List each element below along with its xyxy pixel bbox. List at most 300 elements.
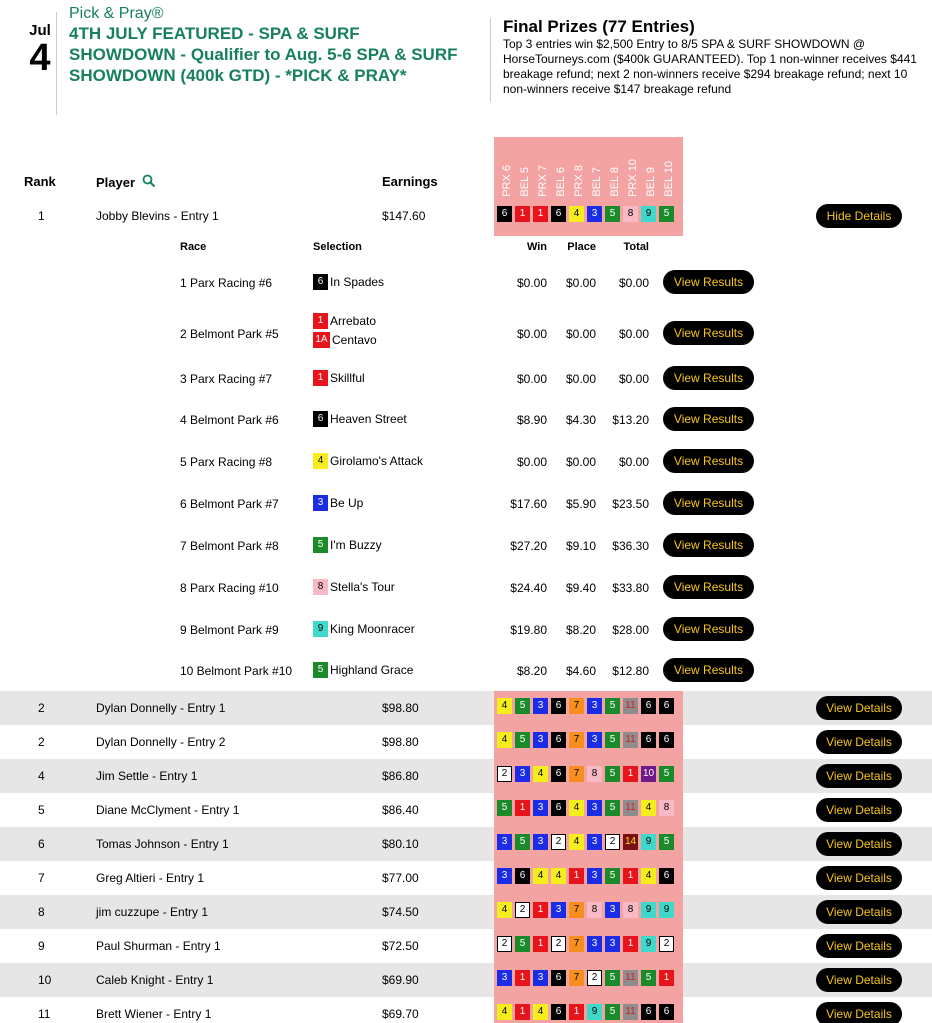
saddlecloth-chip: 5 [605, 732, 620, 748]
race-column-label [642, 137, 660, 201]
saddlecloth-chip: 4 [641, 800, 656, 816]
total-amount: $0.00 [618, 327, 649, 341]
saddlecloth-chip: 8 [587, 766, 602, 782]
saddlecloth-chip: 5 [659, 766, 674, 782]
win-amount: $0.00 [516, 276, 547, 290]
saddlecloth-chip: 6 [551, 1004, 566, 1020]
saddlecloth-chip: 1 [515, 970, 530, 986]
view-results-button[interactable]: View Results [663, 533, 754, 557]
view-details-button[interactable]: View Details [816, 696, 902, 720]
saddlecloth-chip: 1 [623, 868, 638, 884]
selection-cell [313, 274, 384, 293]
race-column-label [498, 137, 516, 201]
rank-column-header: Rank [24, 174, 56, 189]
saddlecloth-chip: 1 [623, 936, 638, 952]
saddlecloth-chip: 9 [587, 1004, 602, 1020]
race-name: 2 Belmont Park #5 [180, 327, 279, 341]
saddlecloth-chip: 3 [533, 834, 548, 850]
saddlecloth-chip: 9 [313, 621, 328, 637]
earnings-cell: $74.50 [382, 905, 419, 919]
view-results-button[interactable]: View Results [663, 366, 754, 390]
player-cell: Diane McClyment - Entry 1 [96, 803, 240, 817]
prizes-title: Final Prizes (77 Entries) [503, 17, 695, 36]
rank-cell: 11 [38, 1007, 51, 1021]
horse-name: I'm Buzzy [330, 538, 382, 552]
saddlecloth-chip: 1 [569, 1004, 584, 1020]
saddlecloth-chip: 5 [659, 834, 674, 850]
saddlecloth-chip: 6 [515, 868, 530, 884]
selection-cell [313, 370, 365, 389]
horse-name: Highland Grace [330, 663, 414, 677]
player-cell: Dylan Donnelly - Entry 2 [96, 735, 226, 749]
race-name: 10 Belmont Park #10 [180, 664, 293, 678]
saddlecloth-chip: 2 [659, 936, 674, 952]
leaderboard-row [0, 793, 932, 827]
race-label-text: PRX 6 [501, 165, 513, 197]
earnings-cell: $77.00 [382, 871, 419, 885]
player-column-label: Player [96, 175, 136, 190]
total-amount: $33.80 [612, 581, 649, 595]
race-column-label [660, 137, 678, 201]
place-column-header: Place [567, 241, 596, 253]
leaderboard-row [0, 759, 932, 793]
win-amount: $17.60 [510, 497, 547, 511]
earnings-cell: $86.80 [382, 769, 419, 783]
race-label-text: BEL 8 [609, 167, 621, 197]
saddlecloth-chip: 1 [515, 800, 530, 816]
saddlecloth-chip: 11 [623, 1004, 638, 1020]
saddlecloth-chip: 9 [641, 936, 656, 952]
race-name: 1 Parx Racing #6 [180, 276, 273, 290]
selection-cell [313, 537, 382, 556]
horse-name: King Moonracer [330, 622, 415, 636]
rank-cell: 2 [38, 735, 45, 749]
saddlecloth-chip: 2 [551, 936, 566, 952]
race-label-text: PRX 8 [573, 165, 585, 197]
earnings-cell: $69.70 [382, 1007, 419, 1021]
saddlecloth-chip: 5 [605, 1004, 620, 1020]
rank-cell: 10 [38, 973, 52, 987]
earnings-column-header: Earnings [382, 174, 438, 189]
place-amount: $0.00 [565, 455, 596, 469]
selection-cell [313, 662, 413, 681]
saddlecloth-chip: 4 [641, 868, 656, 884]
picks-strip [494, 725, 683, 759]
race-label-text: PRX 10 [627, 159, 639, 197]
place-amount: $4.60 [565, 664, 596, 678]
saddlecloth-chip: 7 [569, 766, 584, 782]
selection-entry [313, 313, 377, 332]
saddlecloth-chip: 4 [533, 766, 548, 782]
saddlecloth-chip: 4 [533, 868, 548, 884]
race-label-text: PRX 7 [537, 165, 549, 197]
race-column-label [606, 137, 624, 201]
leaderboard-row [0, 895, 932, 929]
saddlecloth-chip: 9 [641, 902, 656, 918]
saddlecloth-chip: 5 [515, 698, 530, 714]
race-column-label [516, 137, 534, 201]
leaderboard-row [0, 997, 932, 1023]
horse-name: Stella's Tour [330, 580, 395, 594]
saddlecloth-chip: 7 [569, 902, 584, 918]
divider [56, 12, 57, 115]
win-column-header: Win [526, 241, 547, 253]
picks-strip [494, 861, 683, 895]
view-details-button[interactable]: View Details [816, 866, 902, 890]
selection-cell [313, 579, 395, 598]
saddlecloth-chip: 1 [515, 1004, 530, 1020]
race-name: 6 Belmont Park #7 [180, 497, 279, 511]
rank-cell: 5 [38, 803, 45, 817]
saddlecloth-chip: 1 [533, 206, 548, 222]
saddlecloth-chip: 4 [533, 1004, 548, 1020]
saddlecloth-chip: 3 [497, 970, 512, 986]
saddlecloth-chip: 3 [587, 936, 602, 952]
saddlecloth-chip: 4 [497, 902, 512, 918]
saddlecloth-chip: 6 [551, 766, 566, 782]
race-name: 4 Belmont Park #6 [180, 413, 279, 427]
place-amount: $0.00 [565, 327, 596, 341]
picks-strip [494, 759, 683, 793]
leaderboard-row [0, 929, 932, 963]
race-column-headers [494, 137, 683, 201]
player-cell: Jobby Blevins - Entry 1 [96, 209, 219, 223]
leaderboard-row [0, 725, 932, 759]
contest-header [69, 4, 469, 86]
leaderboard-row [0, 861, 932, 895]
earnings-cell: $147.60 [382, 209, 426, 223]
rank-cell: 9 [38, 939, 45, 953]
saddlecloth-chip: 1 [533, 936, 548, 952]
saddlecloth-chip: 8 [623, 206, 638, 222]
race-column-label [570, 137, 588, 201]
selection-cell [313, 411, 407, 430]
saddlecloth-chip: 1 [623, 766, 638, 782]
race-label-text: BEL 9 [645, 167, 657, 197]
view-details-button[interactable]: View Details [816, 934, 902, 958]
saddlecloth-chip: 1 [515, 206, 530, 222]
horse-name: Arrebato [330, 314, 377, 328]
saddlecloth-chip: 5 [497, 800, 512, 816]
selection-entry [313, 370, 365, 389]
race-column-label [624, 137, 642, 201]
saddlecloth-chip: 4 [497, 1004, 512, 1020]
saddlecloth-chip: 3 [533, 970, 548, 986]
race-name: 5 Parx Racing #8 [180, 455, 273, 469]
saddlecloth-chip: 6 [551, 206, 566, 222]
saddlecloth-chip: 6 [641, 1004, 656, 1020]
picks-strip [494, 793, 683, 827]
total-amount: $12.80 [612, 664, 649, 678]
win-amount: $19.80 [510, 623, 547, 637]
picks-strip [494, 929, 683, 963]
saddlecloth-chip: 3 [533, 732, 548, 748]
saddlecloth-chip: 3 [587, 834, 602, 850]
saddlecloth-chip: 4 [569, 834, 584, 850]
saddlecloth-chip: 6 [551, 800, 566, 816]
saddlecloth-chip: 2 [587, 970, 602, 986]
selection-entry [313, 332, 377, 351]
saddlecloth-chip: 11 [623, 698, 638, 714]
earnings-cell: $69.90 [382, 973, 419, 987]
player-cell: Tomas Johnson - Entry 1 [96, 837, 229, 851]
player-cell: Jim Settle - Entry 1 [96, 769, 198, 783]
saddlecloth-chip: 5 [605, 970, 620, 986]
player-cell: Greg Altieri - Entry 1 [96, 871, 205, 885]
total-column-header: Total [623, 241, 649, 253]
selection-cell [313, 621, 415, 640]
picks-strip [494, 963, 683, 997]
win-amount: $0.00 [516, 455, 547, 469]
win-amount: $24.40 [510, 581, 547, 595]
horse-name: Be Up [330, 496, 364, 510]
saddlecloth-chip: 2 [497, 936, 512, 952]
total-amount: $28.00 [612, 623, 649, 637]
win-amount: $0.00 [516, 372, 547, 386]
horse-name: Girolamo's Attack [330, 454, 423, 468]
saddlecloth-chip: 6 [659, 1004, 674, 1020]
race-column-label [588, 137, 606, 201]
view-results-button[interactable]: View Results [663, 491, 754, 515]
saddlecloth-chip: 3 [313, 495, 328, 511]
contest-title: 4TH JULY FEATURED - SPA & SURF SHOWDOWN - Qualifier to Aug. 5-6 SPA & SURF SHOWDOWN (400k GTD) - *PICK & PRAY* [69, 24, 458, 85]
win-amount: $0.00 [516, 327, 547, 341]
saddlecloth-chip: 8 [587, 902, 602, 918]
place-amount: $9.10 [565, 539, 596, 553]
rank-cell: 1 [38, 209, 45, 223]
rank-cell: 8 [38, 905, 45, 919]
saddlecloth-chip: 1 [569, 868, 584, 884]
horse-name: Skillful [330, 371, 365, 385]
selection-entry [313, 579, 395, 598]
player-column-header [96, 174, 156, 190]
saddlecloth-chip: 11 [623, 732, 638, 748]
selection-entry [313, 621, 415, 640]
leaderboard-row [0, 199, 932, 233]
saddlecloth-chip: 3 [605, 902, 620, 918]
race-label-text: BEL 6 [555, 167, 567, 197]
view-details-button[interactable]: View Details [816, 764, 902, 788]
saddlecloth-chip: 6 [659, 868, 674, 884]
place-amount: $9.40 [565, 581, 596, 595]
saddlecloth-chip: 4 [497, 732, 512, 748]
saddlecloth-chip: 5 [313, 662, 328, 678]
player-cell: Caleb Knight - Entry 1 [96, 973, 214, 987]
view-results-button[interactable]: View Results [663, 658, 754, 682]
saddlecloth-chip: 11 [623, 800, 638, 816]
saddlecloth-chip: 4 [569, 206, 584, 222]
saddlecloth-chip: 8 [659, 800, 674, 816]
saddlecloth-chip: 6 [659, 732, 674, 748]
race-column-header: Race [180, 241, 207, 253]
search-icon[interactable] [142, 174, 156, 188]
saddlecloth-chip: 3 [605, 936, 620, 952]
saddlecloth-chip: 5 [605, 206, 620, 222]
saddlecloth-chip: 3 [587, 732, 602, 748]
leaderboard-row [0, 963, 932, 997]
saddlecloth-chip: 1 [313, 370, 328, 386]
saddlecloth-chip: 4 [313, 453, 328, 469]
earnings-cell: $72.50 [382, 939, 419, 953]
saddlecloth-chip: 5 [515, 936, 530, 952]
selection-entry [313, 662, 413, 681]
race-label-text: BEL 5 [519, 167, 531, 197]
saddlecloth-chip: 9 [641, 834, 656, 850]
saddlecloth-chip: 6 [641, 732, 656, 748]
prizes-text: Top 3 entries win $2,500 Entry to 8/5 SPA & SURF SHOWDOWN @ HorseTourneys.com ($400k GUARANTEED). Top 1 non-winner receives $441 breakage refund; next 2 non-winners receive $294 breakage refund; next 10 non-winners receive $147 breakage refund [503, 37, 917, 96]
win-amount: $8.90 [516, 413, 547, 427]
saddlecloth-chip: 6 [313, 411, 328, 427]
event-date [20, 22, 60, 77]
race-label-text: BEL 7 [591, 167, 603, 197]
selection-entry [313, 495, 363, 514]
place-amount: $0.00 [565, 276, 596, 290]
saddlecloth-chip: 1A [313, 332, 330, 348]
saddlecloth-chip: 6 [551, 970, 566, 986]
rank-cell: 4 [38, 769, 45, 783]
saddlecloth-chip: 6 [551, 698, 566, 714]
earnings-cell: $80.10 [382, 837, 419, 851]
saddlecloth-chip: 6 [497, 206, 512, 222]
saddlecloth-chip: 8 [313, 579, 328, 595]
view-results-button[interactable]: View Results [663, 270, 754, 294]
total-amount: $13.20 [612, 413, 649, 427]
picks-strip [494, 997, 683, 1023]
place-amount: $5.90 [565, 497, 596, 511]
saddlecloth-chip: 2 [551, 834, 566, 850]
total-amount: $23.50 [612, 497, 649, 511]
saddlecloth-chip: 7 [569, 732, 584, 748]
picks-strip [494, 827, 683, 861]
divider [490, 18, 491, 102]
place-amount: $8.20 [565, 623, 596, 637]
picks-strip [494, 199, 683, 236]
saddlecloth-chip: 8 [623, 902, 638, 918]
race-label-text: BEL 10 [663, 161, 675, 197]
saddlecloth-chip: 3 [533, 698, 548, 714]
saddlecloth-chip: 9 [659, 902, 674, 918]
win-amount: $27.20 [510, 539, 547, 553]
saddlecloth-chip: 3 [497, 868, 512, 884]
saddlecloth-chip: 1 [659, 970, 674, 986]
picks-strip [494, 895, 683, 929]
race-name: 3 Parx Racing #7 [180, 372, 273, 386]
total-amount: $0.00 [618, 276, 649, 290]
event-day: 4 [29, 37, 51, 79]
view-details-button[interactable]: View Details [816, 730, 902, 754]
race-name: 8 Parx Racing #10 [180, 581, 279, 595]
saddlecloth-chip: 6 [313, 274, 328, 290]
saddlecloth-chip: 5 [605, 766, 620, 782]
saddlecloth-chip: 2 [497, 766, 512, 782]
saddlecloth-chip: 1 [313, 313, 328, 329]
earnings-cell: $86.40 [382, 803, 419, 817]
saddlecloth-chip: 7 [569, 936, 584, 952]
saddlecloth-chip: 3 [587, 698, 602, 714]
view-results-button[interactable]: View Results [663, 575, 754, 599]
saddlecloth-chip: 4 [551, 868, 566, 884]
view-results-button[interactable]: View Results [663, 321, 754, 345]
view-details-button[interactable]: View Details [816, 900, 902, 924]
hide-details-button[interactable]: Hide Details [816, 204, 902, 228]
saddlecloth-chip: 5 [659, 206, 674, 222]
horse-name: Centavo [332, 333, 377, 347]
view-details-button[interactable]: View Details [816, 968, 902, 992]
saddlecloth-chip: 7 [569, 698, 584, 714]
saddlecloth-chip: 6 [551, 732, 566, 748]
saddlecloth-chip: 5 [313, 537, 328, 553]
player-cell: Dylan Donnelly - Entry 1 [96, 701, 226, 715]
race-name: 9 Belmont Park #9 [180, 623, 279, 637]
rank-cell: 6 [38, 837, 45, 851]
player-cell: Brett Wiener - Entry 1 [96, 1007, 212, 1021]
leaderboard-row [0, 691, 932, 725]
view-results-button[interactable]: View Results [663, 617, 754, 641]
win-amount: $8.20 [516, 664, 547, 678]
saddlecloth-chip: 7 [569, 970, 584, 986]
view-results-button[interactable]: View Results [663, 407, 754, 431]
selection-cell [313, 495, 363, 514]
saddlecloth-chip: 4 [497, 698, 512, 714]
saddlecloth-chip: 9 [641, 206, 656, 222]
earnings-cell: $98.80 [382, 735, 419, 749]
saddlecloth-chip: 2 [515, 902, 530, 918]
view-results-button[interactable]: View Results [663, 449, 754, 473]
saddlecloth-chip: 3 [587, 800, 602, 816]
horse-name: In Spades [330, 275, 385, 289]
total-amount: $0.00 [618, 455, 649, 469]
selection-column-header: Selection [313, 241, 362, 253]
view-details-button[interactable]: View Details [816, 1002, 902, 1023]
event-month: Jul [29, 22, 51, 39]
saddlecloth-chip: 3 [587, 868, 602, 884]
saddlecloth-chip: 5 [641, 970, 656, 986]
saddlecloth-chip: 1 [533, 902, 548, 918]
place-amount: $0.00 [565, 372, 596, 386]
total-amount: $0.00 [618, 372, 649, 386]
earnings-cell: $98.80 [382, 701, 419, 715]
prizes-panel [503, 17, 923, 97]
saddlecloth-chip: 6 [641, 698, 656, 714]
selection-entry [313, 411, 407, 430]
view-details-button[interactable]: View Details [816, 832, 902, 856]
view-details-button[interactable]: View Details [816, 798, 902, 822]
horse-name: Heaven Street [330, 412, 407, 426]
saddlecloth-chip: 4 [569, 800, 584, 816]
saddlecloth-chip: 5 [515, 834, 530, 850]
race-name: 7 Belmont Park #8 [180, 539, 279, 553]
picks-strip [494, 691, 683, 725]
race-column-label [552, 137, 570, 201]
race-column-label [534, 137, 552, 201]
saddlecloth-chip: 5 [605, 698, 620, 714]
rank-cell: 7 [38, 871, 45, 885]
saddlecloth-chip: 3 [551, 902, 566, 918]
saddlecloth-chip: 3 [515, 766, 530, 782]
saddlecloth-chip: 3 [587, 206, 602, 222]
saddlecloth-chip: 3 [497, 834, 512, 850]
saddlecloth-chip: 5 [605, 868, 620, 884]
total-amount: $36.30 [612, 539, 649, 553]
saddlecloth-chip: 11 [623, 970, 638, 986]
selection-entry [313, 453, 423, 472]
selection-cell [313, 313, 377, 351]
saddlecloth-chip: 3 [533, 800, 548, 816]
place-amount: $4.30 [565, 413, 596, 427]
selection-entry [313, 274, 384, 293]
selection-entry [313, 537, 382, 556]
saddlecloth-chip: 6 [659, 698, 674, 714]
